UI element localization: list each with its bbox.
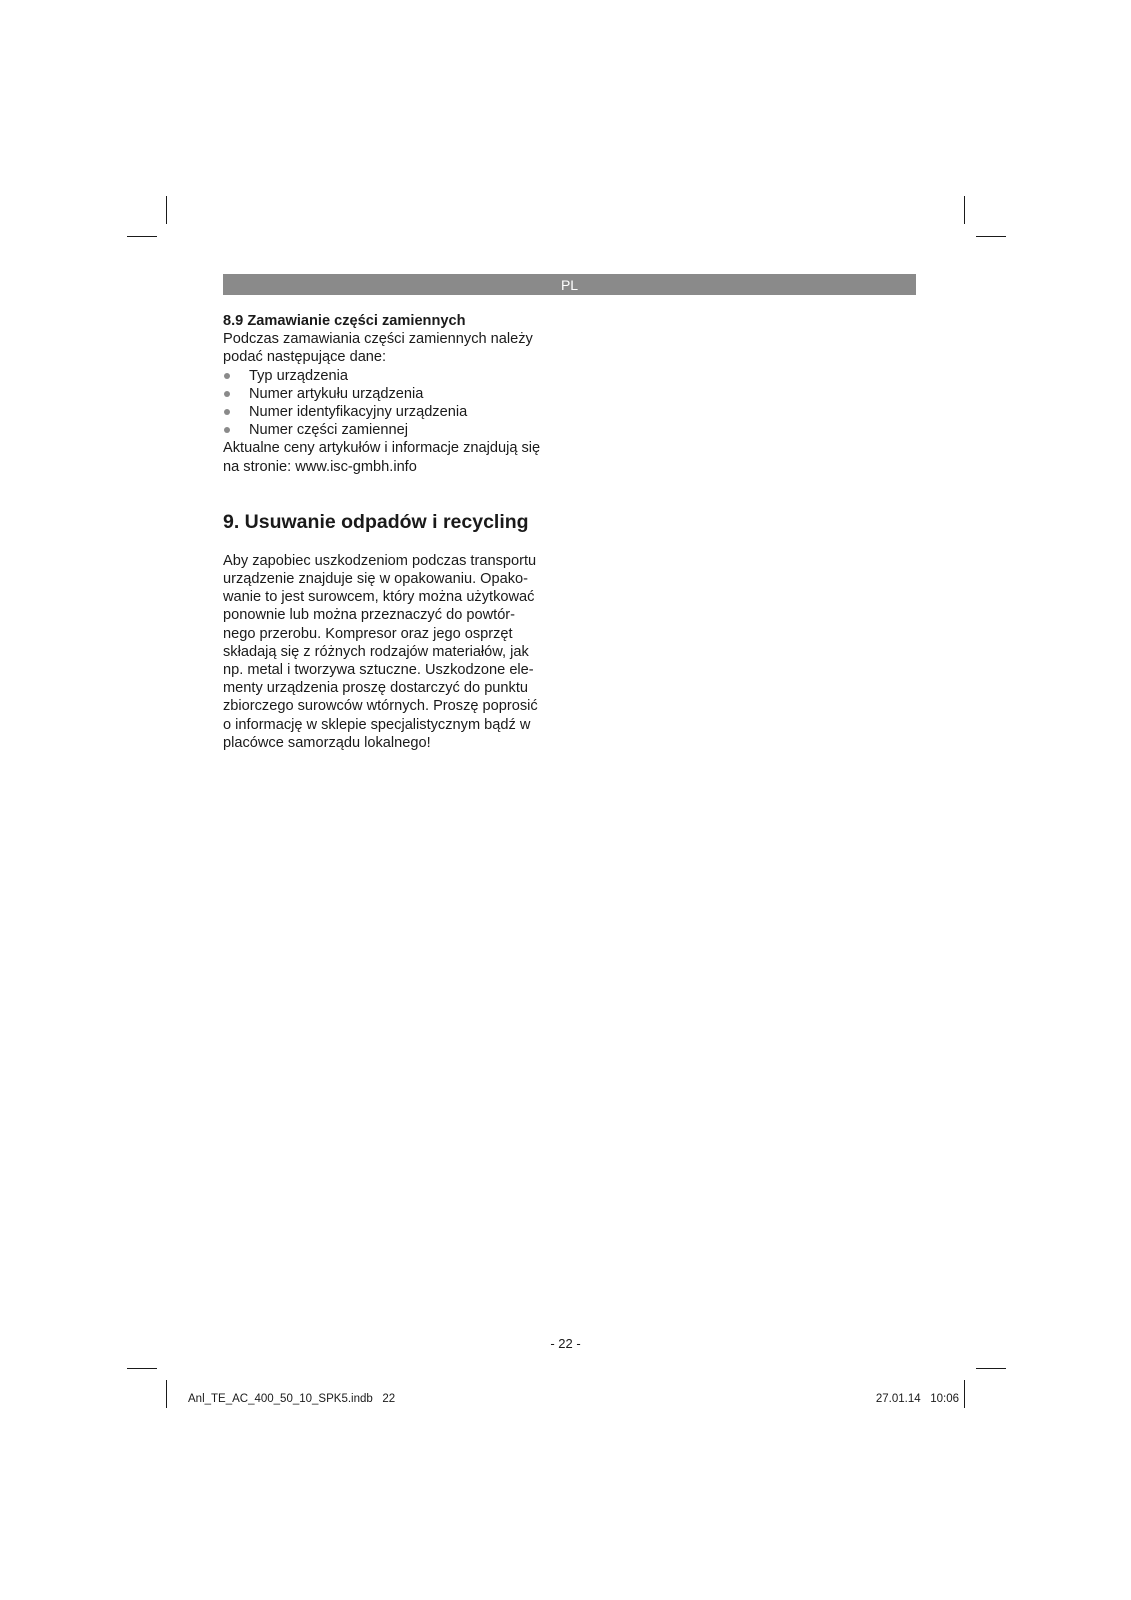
print-slug-filename xyxy=(188,1393,395,1405)
body-line: Aby zapobiec uszkodzeniom podczas transportu xyxy=(223,552,537,569)
section-8-9-intro xyxy=(223,330,563,366)
section-9-body xyxy=(223,552,563,752)
body-line: urządzenie znajduje się w opakowaniu. Opako- xyxy=(223,571,529,588)
intro-line: Podczas zamawiania części zamiennych należy xyxy=(223,331,533,348)
intro-line: podać następujące dane: xyxy=(223,349,387,366)
body-line: wanie to jest surowcem, który można użytkować xyxy=(223,589,535,606)
body-line: składają się z różnych rodzajów materiałów, jak xyxy=(223,643,529,660)
list-item-text: Numer artykułu urządzenia xyxy=(249,385,424,402)
required-data-list xyxy=(223,367,563,440)
crop-mark-top-right-horizontal xyxy=(976,236,1006,237)
outro-line: na stronie: www.isc-gmbh.info xyxy=(223,458,417,475)
body-line: np. metal i tworzywa sztuczne. Uszkodzone ele- xyxy=(223,662,534,679)
section-9-heading: 9. Usuwanie odpadów i recycling xyxy=(223,510,529,533)
content-column xyxy=(223,312,563,752)
body-line: nego przerobu. Kompresor oraz jego osprzęt xyxy=(223,625,513,642)
language-label: PL xyxy=(560,276,579,293)
list-item xyxy=(223,385,563,403)
list-item xyxy=(223,403,563,421)
page-number: - 22 - xyxy=(550,1336,581,1351)
body-line: menty urządzenia proszę dostarczyć do punktu xyxy=(223,680,529,697)
bullet-icon xyxy=(224,409,230,415)
list-item xyxy=(223,367,563,385)
outro-line: Aktualne ceny artykułów i informacje znajdują się xyxy=(223,440,541,457)
crop-mark-top-left-horizontal xyxy=(127,236,157,237)
language-header-bar xyxy=(223,274,916,295)
bullet-icon xyxy=(224,427,230,433)
print-slug-datetime xyxy=(876,1393,959,1405)
crop-mark-top-right-vertical xyxy=(964,196,965,224)
bullet-icon xyxy=(224,391,230,397)
section-8-9-outro xyxy=(223,439,563,475)
crop-mark-bottom-right-vertical xyxy=(964,1380,965,1408)
crop-mark-bottom-left-vertical xyxy=(166,1380,167,1408)
list-item-text: Typ urządzenia xyxy=(249,367,348,384)
list-item xyxy=(223,421,563,439)
crop-mark-bottom-left-horizontal xyxy=(127,1368,157,1369)
body-line: placówce samorządu lokalnego! xyxy=(223,734,431,751)
slug-datetime-text: 27.01.14 10:06 xyxy=(875,1393,959,1405)
list-item-text: Numer części zamiennej xyxy=(249,422,408,439)
slug-file-text: Anl_TE_AC_400_50_10_SPK5.indb 22 xyxy=(188,1393,396,1405)
crop-mark-bottom-right-horizontal xyxy=(976,1368,1006,1369)
body-line: o informację w sklepie specjalistycznym bądź w xyxy=(223,716,531,733)
body-line: ponownie lub można przeznaczyć do powtór- xyxy=(223,607,516,624)
crop-mark-top-left-vertical xyxy=(166,196,167,224)
list-item-text: Numer identyfikacyjny urządzenia xyxy=(249,404,468,421)
bullet-icon xyxy=(224,373,230,379)
section-8-9-heading: 8.9 Zamawianie części zamiennych xyxy=(223,313,466,329)
body-line: zbiorczego surowców wtórnych. Proszę poprosić xyxy=(223,698,538,715)
